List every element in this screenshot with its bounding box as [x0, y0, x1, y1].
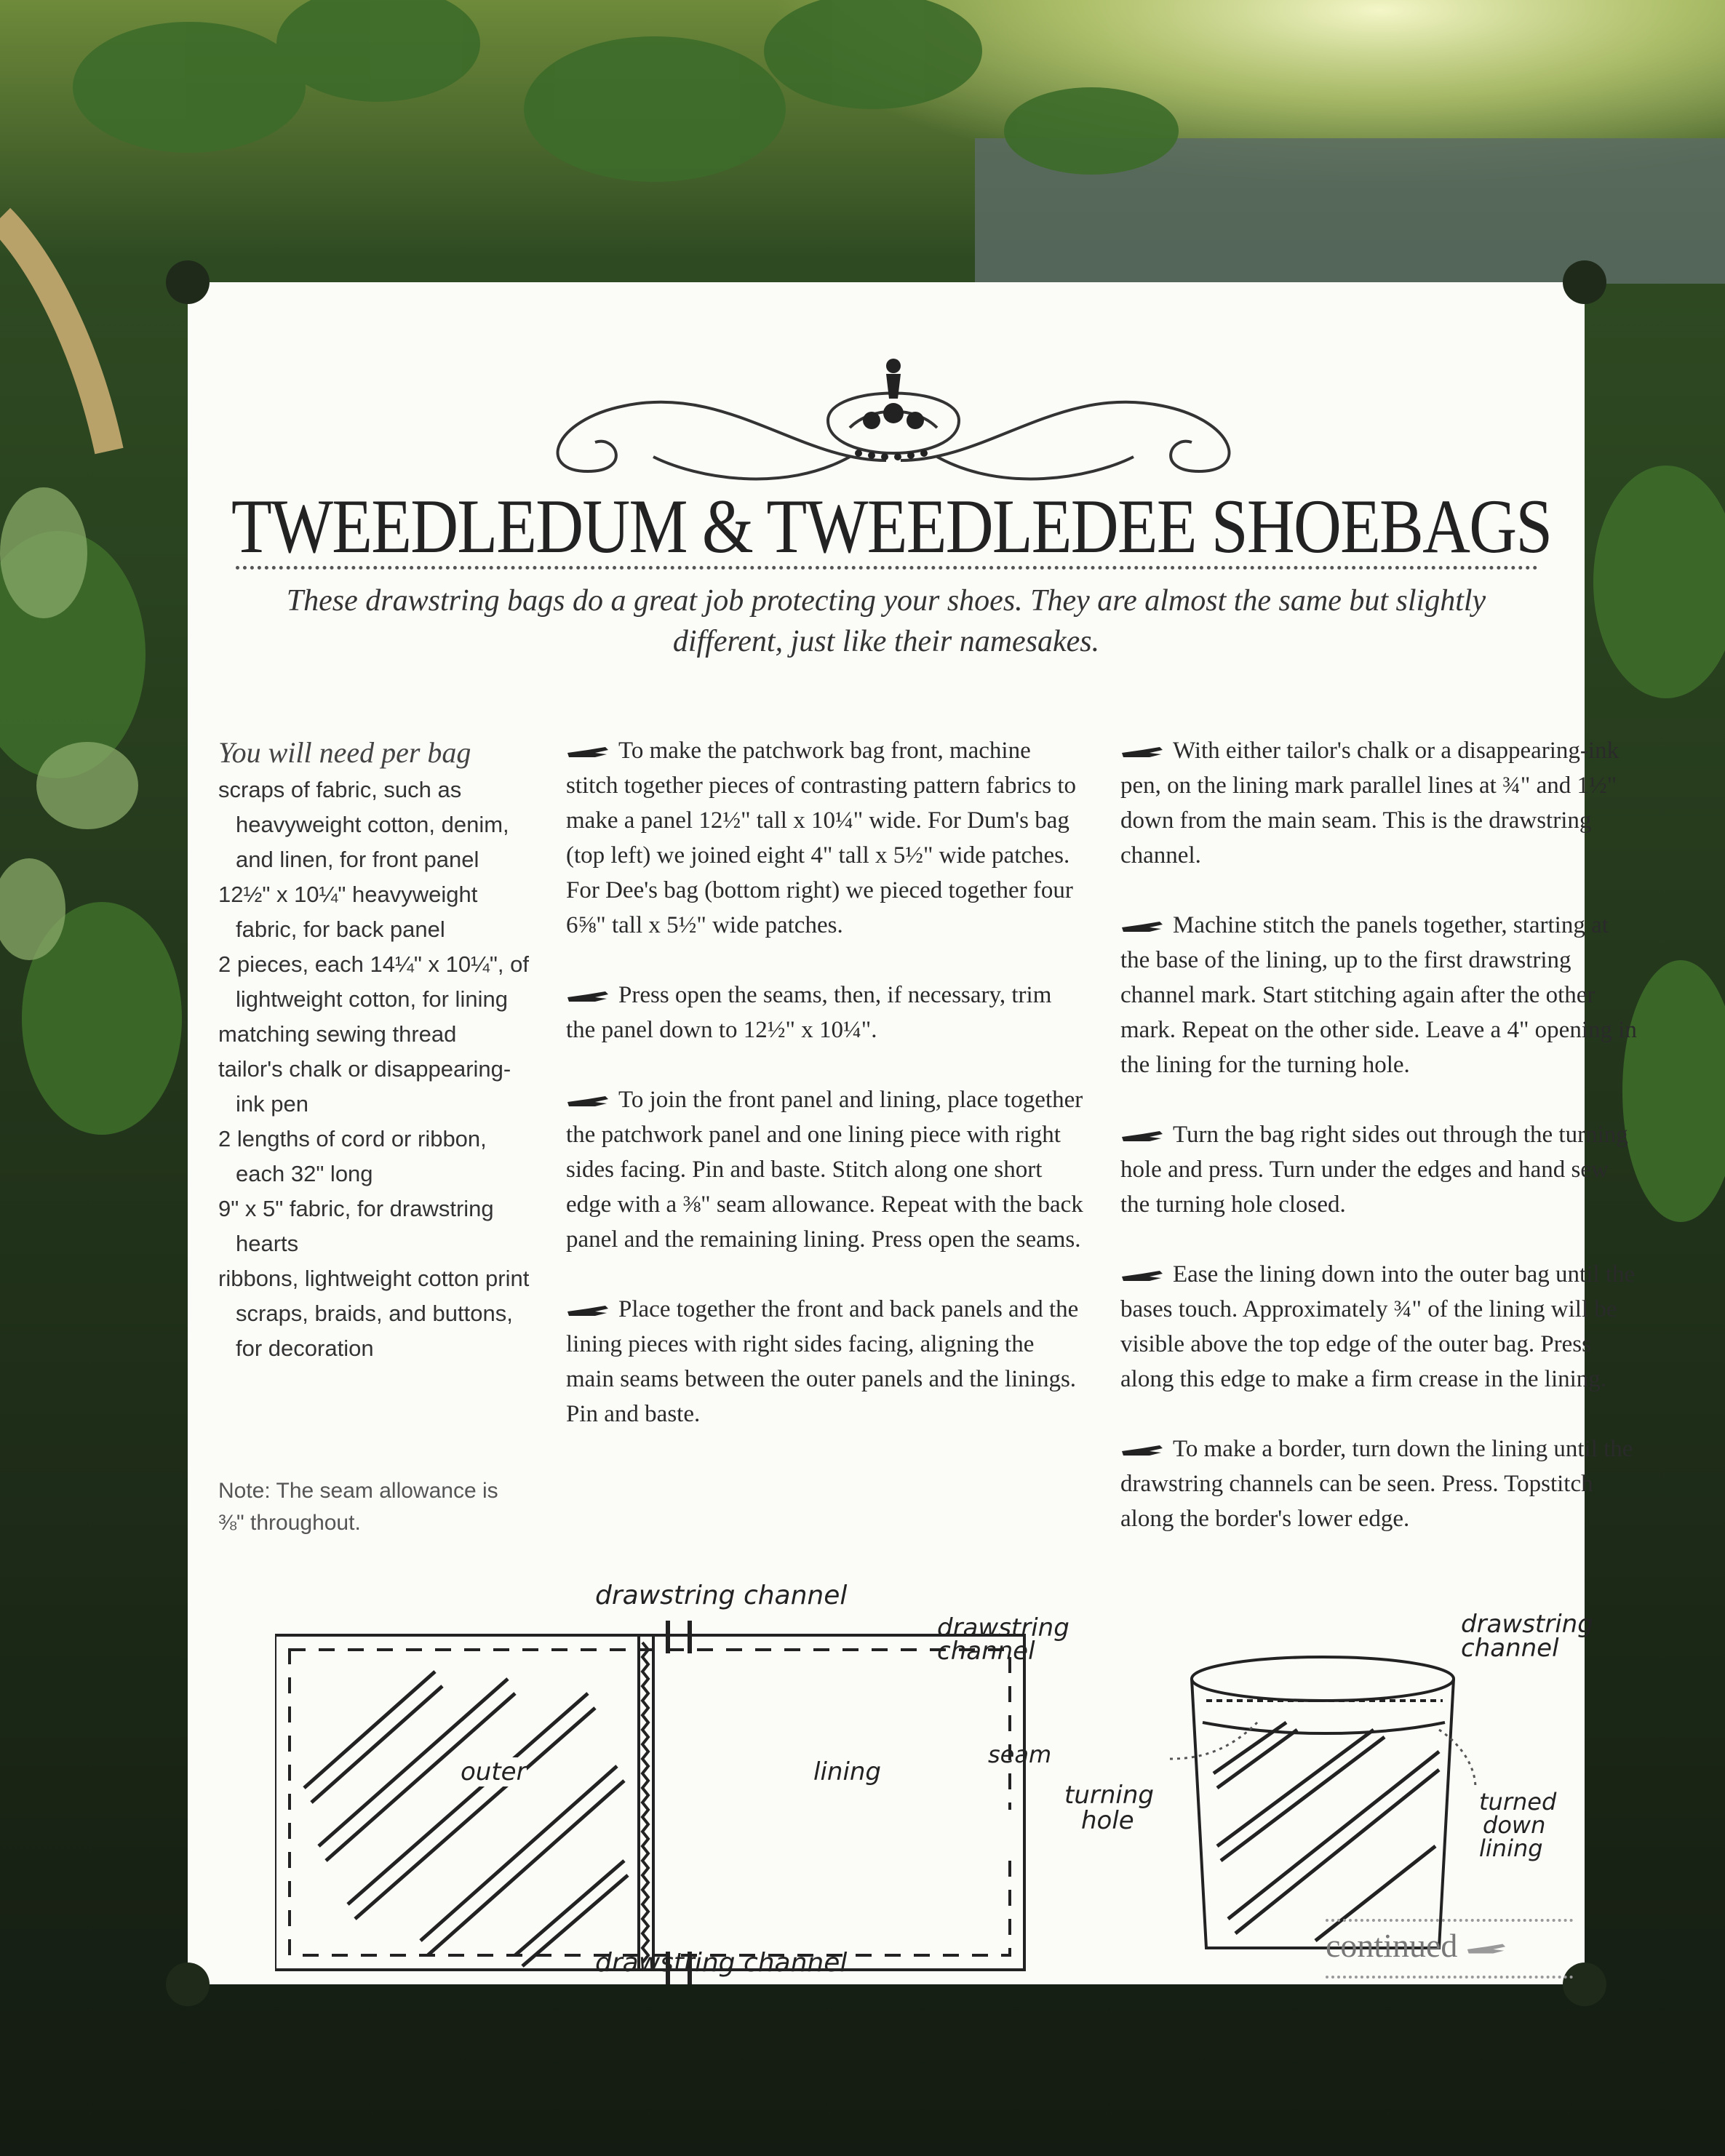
diagram-label: drawstring channel	[595, 1581, 848, 1610]
diagram-label: seam	[988, 1741, 1052, 1768]
step-text: To make the patchwork bag front, machine stitch together pieces of contrasting pattern fabrics to make a panel 12½" tall x 10¼" wide. For Dum's bag (top left) we joined eight 4" tall x 5½" wide patches. For Dee's bag (bottom right) we pieced together four 6⅝" tall x 5½" wide patches.	[566, 738, 1077, 938]
step-text: With either tailor's chalk or a disappearing-ink pen, on the lining mark parallel lines at ¾" and 1½" down from the main seam. This is the drawstring channel.	[1120, 738, 1620, 869]
continued-rule	[1326, 1919, 1573, 1922]
pointing-hand-icon	[1120, 744, 1164, 760]
decorative-flourish	[508, 326, 1279, 508]
step-text: Place together the front and back panels and the lining pieces with right sides facing, aligning the main seams between the outer panels and the linings. Pin and baste.	[566, 1296, 1079, 1427]
continued-rule	[1326, 1976, 1573, 1979]
instruction-step	[1120, 1117, 1641, 1222]
instruction-step	[566, 1292, 1086, 1432]
title-divider	[236, 566, 1538, 570]
materials-item: scraps of fabric, such as heavyweight cotton, denim, and linen, for front panel	[218, 777, 509, 872]
page-title: TWEEDLEDUM & TWEEDLEDEE SHOEBAGS	[231, 484, 1552, 569]
pointing-hand-icon	[1120, 1268, 1164, 1284]
page-subtitle: These drawstring bags do a great job protecting your shoes. They are almost the same but slightly different, just like their namesakes.	[286, 584, 1486, 658]
card-corner-notch	[1563, 260, 1606, 304]
diagram-label: drawstring channel	[595, 1948, 848, 1978]
diagram-label: drawstring	[937, 1613, 1069, 1642]
recipe-card	[188, 282, 1637, 1984]
instruction-step	[1120, 733, 1641, 873]
continued-label: continued	[1326, 1927, 1458, 1964]
pointing-hand-icon	[1120, 919, 1164, 935]
instructions-column-2	[1120, 733, 1641, 1571]
materials-item: 2 pieces, each 14¼" x 10¼", of lightweight cotton, for lining	[218, 951, 530, 1012]
materials-item: 12½" x 10¼" heavyweight fabric, for back panel	[218, 882, 478, 942]
card-corner-notch	[166, 260, 210, 304]
pointing-hand-icon	[566, 744, 610, 760]
diagram-label: channel	[1461, 1634, 1559, 1663]
instruction-step	[566, 733, 1086, 943]
instruction-step	[566, 978, 1086, 1047]
step-text: Turn the bag right sides out through the turning hole and press. Turn under the edges and hand sew the turning hole closed.	[1120, 1122, 1628, 1218]
materials-item: 2 lengths of cord or ribbon, each 32" long	[218, 1126, 487, 1186]
diagram-label: down	[1483, 1811, 1546, 1839]
step-text: To join the front panel and lining, place together the patchwork panel and one lining piece with right sides facing. Pin and baste. Stitch along one short edge with a ⅜" seam allowance. Repeat with the back panel and the remaining lining. Press open the seams.	[566, 1087, 1083, 1253]
materials-item: ribbons, lightweight cotton print scraps, braids, and buttons, for decoration	[218, 1266, 530, 1361]
bag-diagram	[937, 1610, 1593, 1963]
materials-item: matching sewing thread	[218, 1021, 457, 1047]
diagram-label: outer	[461, 1757, 527, 1786]
materials-item: 9" x 5" fabric, for drawstring hearts	[218, 1196, 494, 1256]
step-text: To make a border, turn down the lining until the drawstring channels can be seen. Press. Topstitch along the border's lower edge.	[1120, 1436, 1633, 1532]
instruction-step	[1120, 1432, 1641, 1536]
diagram-label: hole	[1081, 1806, 1134, 1835]
instruction-step	[566, 1082, 1086, 1257]
diagram-label: channel	[937, 1637, 1035, 1666]
instruction-step	[1120, 1257, 1641, 1397]
pointing-hand-icon	[1466, 1939, 1507, 1958]
materials-heading: You will need per bag	[218, 736, 471, 769]
diagram-label: drawstring	[1461, 1610, 1593, 1639]
pointing-hand-icon	[566, 1303, 610, 1319]
pointing-hand-icon	[1120, 1128, 1164, 1144]
step-text: Machine stitch the panels together, starting at the base of the lining, up to the first drawstring channel mark. Start stitching again after the other mark. Repeat on the other side. Leave a 4" opening in the lining for the turning hole.	[1120, 912, 1637, 1078]
diagram-label: turning	[1064, 1781, 1154, 1810]
pointing-hand-icon	[1120, 1442, 1164, 1458]
step-text: Press open the seams, then, if necessary, trim the panel down to 12½" x 10¼".	[566, 982, 1052, 1043]
instructions-column-1	[566, 733, 1086, 1466]
pointing-hand-icon	[566, 1093, 610, 1109]
step-text: Ease the lining down into the outer bag until the bases touch. Approximately ¾" of the lining will be visible above the top edge of the outer bag. Press along this edge to make a firm crease in the lining.	[1120, 1261, 1636, 1392]
materials-column	[218, 733, 538, 1535]
pointing-hand-icon	[566, 989, 610, 1005]
diagram-label: lining	[813, 1757, 882, 1786]
materials-item: tailor's chalk or disappearing-ink pen	[218, 1056, 511, 1117]
continued-marker	[1326, 1926, 1573, 1977]
diagram-label: turned	[1479, 1788, 1557, 1816]
instruction-step	[1120, 908, 1641, 1082]
card-corner-notch	[166, 1963, 210, 2006]
diagram-label: lining	[1479, 1834, 1543, 1862]
seam-allowance-note: Note: The seam allowance is ⅜" throughout.	[218, 1479, 498, 1535]
